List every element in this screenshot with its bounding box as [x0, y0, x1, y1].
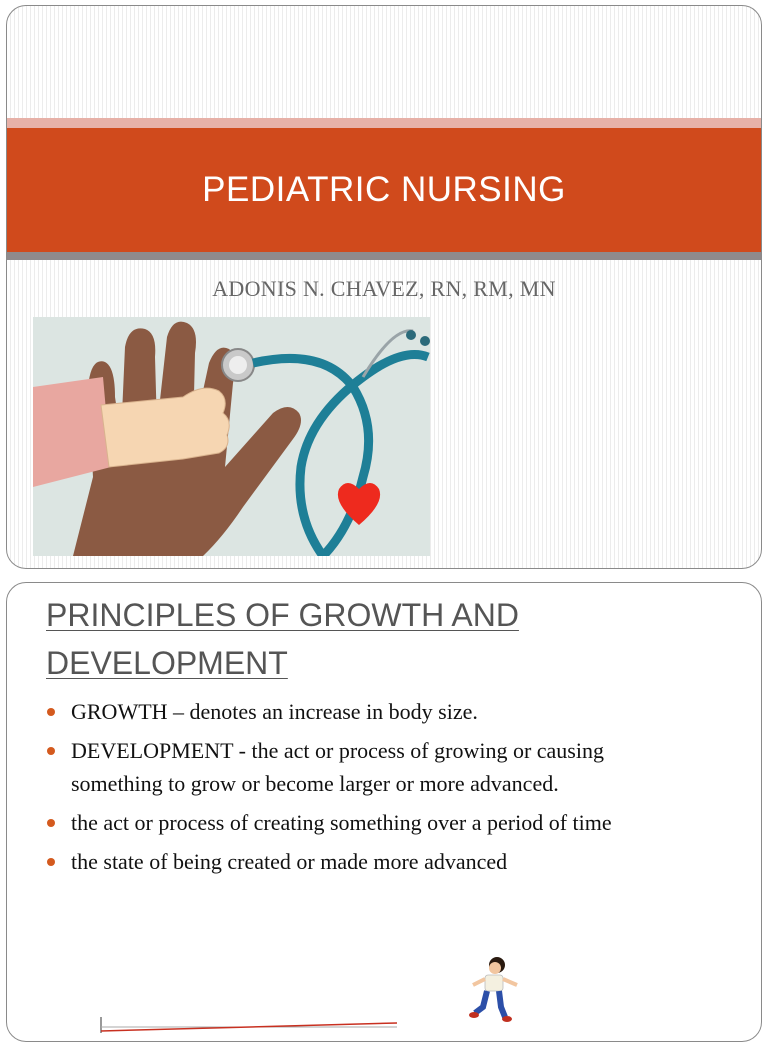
slide-heading: PRINCIPLES OF GROWTH AND DEVELOPMENT — [46, 597, 519, 681]
bullet-dot-icon — [47, 819, 55, 827]
bullet-text: GROWTH – denotes an increase in body size. — [71, 699, 478, 724]
bullet-dot-icon — [47, 747, 55, 755]
bullet-growth — [45, 695, 665, 728]
bullet-dot-icon — [47, 858, 55, 866]
growth-graph-line — [97, 1013, 397, 1033]
bullet-text: the state of being created or made more advanced — [71, 849, 508, 874]
gray-accent-bar — [7, 252, 761, 260]
bullet-text: the act or process of creating something over a period of time — [71, 810, 612, 835]
bullet-development — [45, 734, 665, 800]
hands-stethoscope-image — [33, 317, 430, 556]
hands-stethoscope-heart-icon — [33, 317, 430, 556]
author-subtitle: ADONIS N. CHAVEZ, RN, RM, MN — [212, 276, 556, 301]
content-slide — [6, 582, 762, 1042]
title-slide — [6, 5, 762, 569]
bullet-state — [45, 845, 665, 878]
bullet-process — [45, 806, 665, 839]
running-child-icon — [457, 955, 527, 1025]
title-band — [7, 128, 761, 252]
pink-accent-bar — [7, 118, 761, 128]
bullet-list — [45, 695, 665, 884]
slide-title: PEDIATRIC NURSING — [202, 170, 566, 209]
bullet-dot-icon — [47, 708, 55, 716]
bullet-text: DEVELOPMENT - the act or process of growing or causing something to grow or become larger or more advanced. — [71, 738, 604, 796]
